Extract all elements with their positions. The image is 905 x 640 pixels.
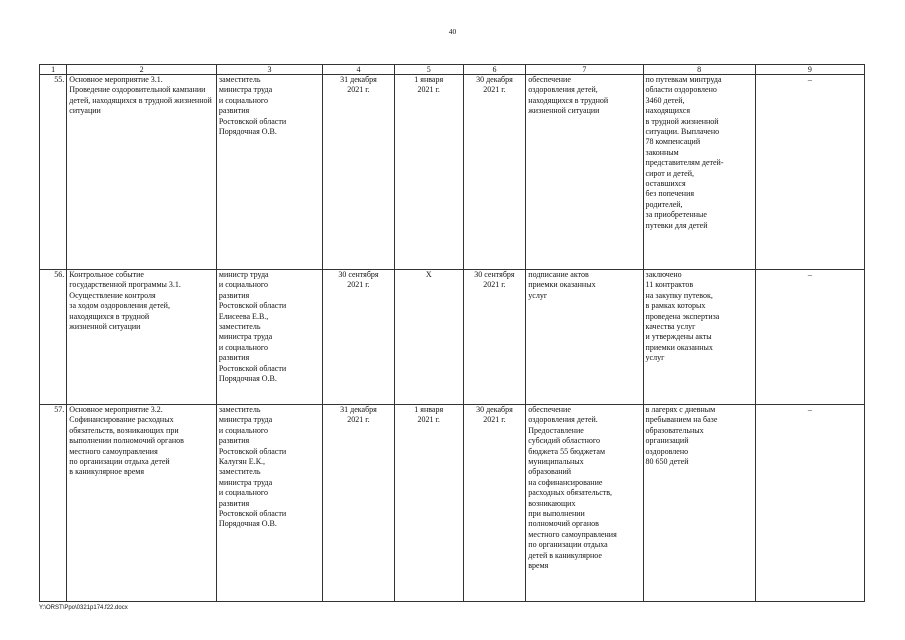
end-date-cell: 30 сентября 2021 г.: [463, 270, 526, 405]
start-date-cell: Х: [394, 270, 463, 405]
actual-result-cell: заключено 11 контрактов на закупку путевок, в рамках которых проведена экспертиза качества услуг и утверждены акты приемки оказанных услуг: [643, 270, 755, 405]
table-row: [40, 75, 865, 270]
header-cell-3: 3: [216, 65, 322, 75]
header-cell-6: 6: [463, 65, 526, 75]
activities-table: [39, 64, 865, 602]
planned-result-cell: подписание актов приемки оказанных услуг: [526, 270, 643, 405]
table-header-row: [40, 65, 865, 75]
row-number: 57.: [40, 405, 67, 602]
actual-result-cell: по путевкам минтруда области оздоровлено 3460 детей, находящихся в трудной жизненной ситуации. Выплачено 78 компенсаций законным представителям детей- сирот и детей, оставшихся без попечения родителей, за приобретенные путевки для детей: [643, 75, 755, 270]
header-cell-5: 5: [394, 65, 463, 75]
planned-result-cell: обеспечение оздоровления детей. Предоставление субсидий областного бюджета 55 бюджетам муниципальных образований на софинансирование расходных обязательств, возникающих при выполнении полномочий органов местного самоуправления по организации отдыха детей в каникулярное время: [526, 405, 643, 602]
header-cell-9: 9: [755, 65, 864, 75]
responsible-cell: заместитель министра труда и социального развития Ростовской области Калугян Е.К., заместитель министра труда и социального развития Ростовской области Порядочная О.В.: [216, 405, 322, 602]
activity-cell: Основное мероприятие 3.2. Софинансирование расходных обязательств, возникающих при выполнении полномочий органов местного самоуправления по организации отдыха детей в каникулярное время: [67, 405, 217, 602]
row-number: 56.: [40, 270, 67, 405]
planned-result-cell: обеспечение оздоровления детей, находящихся в трудной жизненной ситуации: [526, 75, 643, 270]
header-cell-2: 2: [67, 65, 217, 75]
activity-cell: Контрольное событие государственной программы 3.1. Осуществление контроля за ходом оздоровления детей, находящихся в трудной жизненной ситуации: [67, 270, 217, 405]
responsible-cell: министр труда и социального развития Ростовской области Елисеева Е.В., заместитель министра труда и социального развития Ростовской области Порядочная О.В.: [216, 270, 322, 405]
header-cell-8: 8: [643, 65, 755, 75]
header-cell-7: 7: [526, 65, 643, 75]
planned-date-cell: 31 декабря 2021 г.: [323, 75, 395, 270]
start-date-cell: 1 января 2021 г.: [394, 75, 463, 270]
planned-date-cell: 30 сентября 2021 г.: [323, 270, 395, 405]
notes-cell: –: [755, 405, 864, 602]
actual-result-cell: в лагерях с дневным пребыванием на базе образовательных организаций оздоровлено 80 650 детей: [643, 405, 755, 602]
end-date-cell: 30 декабря 2021 г.: [463, 75, 526, 270]
notes-cell: –: [755, 270, 864, 405]
planned-date-cell: 31 декабря 2021 г.: [323, 405, 395, 602]
end-date-cell: 30 декабря 2021 г.: [463, 405, 526, 602]
table-row: [40, 405, 865, 602]
activity-cell: Основное мероприятие 3.1. Проведение оздоровительной кампании детей, находящихся в трудной жизненной ситуации: [67, 75, 217, 270]
page-number: 40: [448, 27, 457, 36]
footer-file-path: Y:\ORST\Ppo\0321p174.f22.docx: [39, 605, 128, 611]
header-cell-1: 1: [40, 65, 67, 75]
header-cell-4: 4: [323, 65, 395, 75]
start-date-cell: 1 января 2021 г.: [394, 405, 463, 602]
notes-cell: –: [755, 75, 864, 270]
table-row: [40, 270, 865, 405]
row-number: 55.: [40, 75, 67, 270]
responsible-cell: заместитель министра труда и социального развития Ростовской области Порядочная О.В.: [216, 75, 322, 270]
